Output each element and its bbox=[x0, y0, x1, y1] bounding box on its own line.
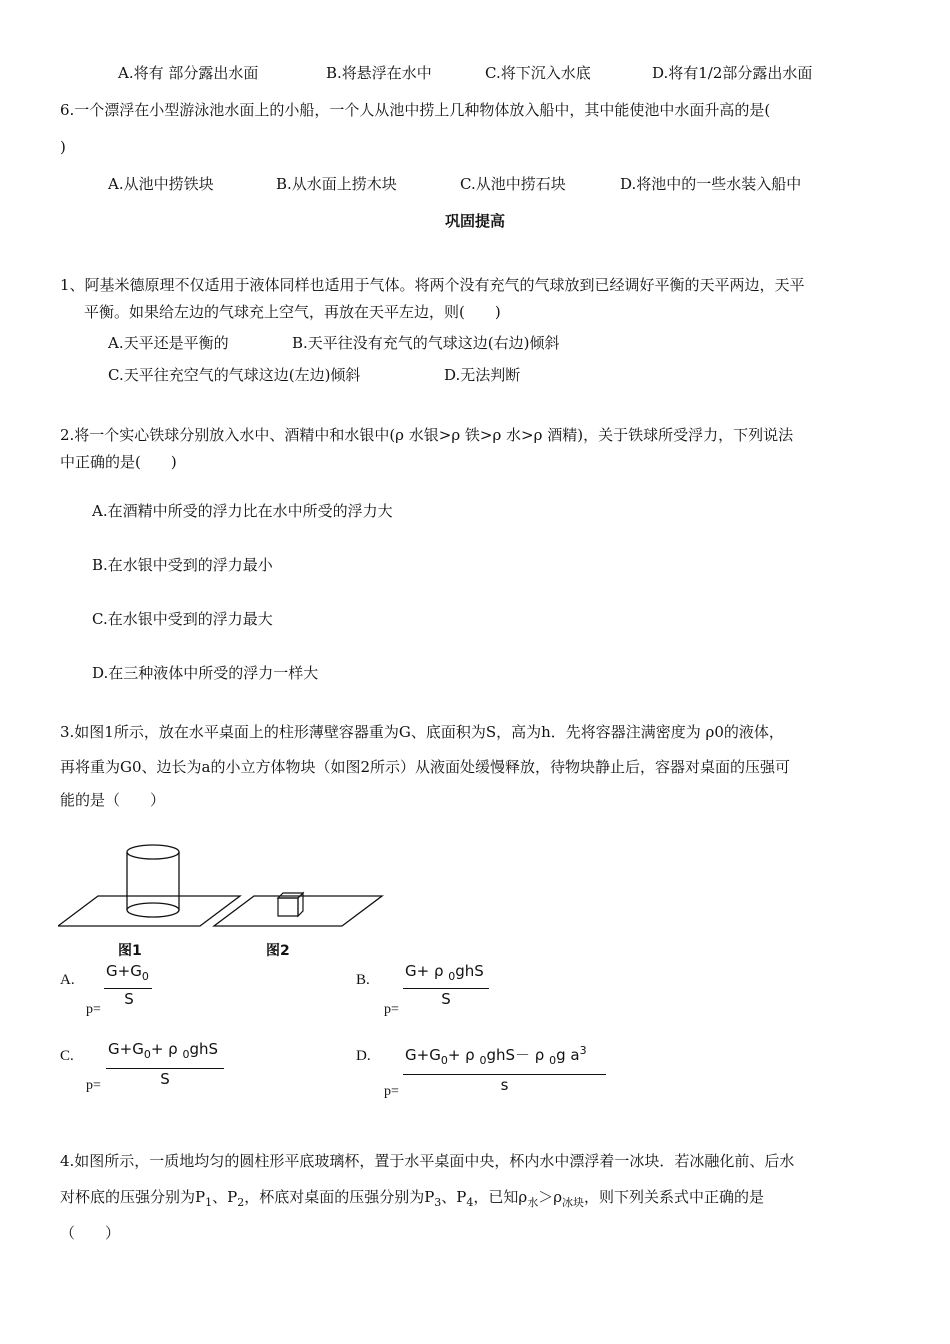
q6-option-d: D.将池中的一些水装入船中 bbox=[620, 175, 802, 193]
figure-cylinder-and-cube bbox=[58, 838, 398, 938]
s3-stem-line1: 3.如图1所示，放在水平桌面上的柱形薄壁容器重为G、底面积为S，高为h．先将容器注满密度为 ρ0的液体， bbox=[60, 723, 784, 741]
s2-option-d: D.在三种液体中所受的浮力一样大 bbox=[92, 664, 319, 682]
q6-option-b: B.从水面上捞木块 bbox=[276, 175, 397, 193]
s4-stem-line2: 对杯底的压强分别为$P_1$、$P_2$，杯底对桌面的压强分别为$P_3$、$P_4$，已知$\rho_水>\rho_{冰块}$，则下列关系式中正确的是 bbox=[60, 1188, 765, 1209]
s3-option-d-den: s bbox=[500, 1076, 509, 1094]
s2-option-c: C.在水银中受到的浮力最大 bbox=[92, 610, 273, 628]
fig2-label: 图2 bbox=[266, 943, 290, 959]
q5-option-b: B.将悬浮在水中 bbox=[326, 64, 432, 82]
q5-option-a: A.将有 部分露出水面 bbox=[118, 64, 259, 82]
s3-option-a-den: S bbox=[124, 990, 134, 1008]
q5-option-d: D.将有1/2部分露出水面 bbox=[652, 64, 813, 82]
s3-option-c-den: S bbox=[160, 1070, 170, 1088]
s2-option-b: B.在水银中受到的浮力最小 bbox=[92, 556, 273, 574]
s3-option-b-den: S bbox=[441, 990, 451, 1008]
s1-option-d: D.无法判断 bbox=[444, 366, 521, 384]
s3-option-c-p: p= bbox=[86, 1078, 101, 1093]
s3-stem-line2: 再将重为G0、边长为a的小立方体物块（如图2所示）从液面处缓慢释放，待物块静止后，容器对桌面的压强可 bbox=[60, 758, 791, 776]
s1-option-c: C.天平往充空气的气球这边(左边)倾斜 bbox=[108, 366, 361, 384]
s3-option-b-p: p= bbox=[384, 1002, 399, 1017]
s3-option-d-letter: D. bbox=[356, 1048, 371, 1064]
fig1-cylinder-bottom bbox=[127, 903, 179, 917]
q6-stem-line2: ) bbox=[60, 138, 66, 156]
s1-option-b: B.天平往没有充气的气球这边(右边)倾斜 bbox=[292, 334, 560, 352]
fig1-cylinder-top bbox=[127, 845, 179, 859]
s3-option-c-letter: C. bbox=[60, 1048, 74, 1064]
s1-option-a: A.天平还是平衡的 bbox=[108, 334, 229, 352]
fig1-label: 图1 bbox=[118, 943, 142, 959]
s3-option-d-p: p= bbox=[384, 1084, 399, 1099]
s2-stem-line1: 2.将一个实心铁球分别放入水中、酒精中和水银中(ρ 水银>ρ 铁>ρ 水>ρ 酒精)，关于铁球所受浮力，下列说法 bbox=[60, 426, 794, 444]
fig1-table bbox=[58, 896, 240, 926]
q6-option-c: C.从池中捞石块 bbox=[460, 175, 566, 193]
s2-stem-line2: 中正确的是( ) bbox=[60, 453, 177, 471]
s1-stem-line2: 平衡。如果给左边的气球充上空气，再放在天平左边，则( ) bbox=[84, 303, 501, 321]
s2-option-a: A.在酒精中所受的浮力比在水中所受的浮力大 bbox=[92, 502, 393, 520]
s4-stem-line1: 4.如图所示，一质地均匀的圆柱形平底玻璃杯，置于水平桌面中央，杯内水中漂浮着一冰块．若冰融化前、后水 bbox=[60, 1152, 795, 1170]
q6-option-a: A.从池中捞铁块 bbox=[108, 175, 214, 193]
q5-option-c: C.将下沉入水底 bbox=[485, 64, 591, 82]
s3-option-b-letter: B. bbox=[356, 972, 370, 988]
s1-stem-line1: 1、阿基米德原理不仅适用于液体同样也适用于气体。将两个没有充气的气球放到已经调好平衡的天平两边，天平 bbox=[60, 276, 805, 294]
s3-stem-line3: 能的是（ ） bbox=[60, 791, 166, 809]
s4-stem-line3: （ ） bbox=[60, 1224, 121, 1242]
section-title: 巩固提高 bbox=[444, 212, 505, 230]
s3-option-a-p: p= bbox=[86, 1002, 101, 1017]
q6-stem-line1: 6.一个漂浮在小型游泳池水面上的小船，一个人从池中捞上几种物体放入船中，其中能使池中水面升高的是( bbox=[60, 101, 771, 119]
s3-option-a-letter: A. bbox=[60, 972, 75, 988]
